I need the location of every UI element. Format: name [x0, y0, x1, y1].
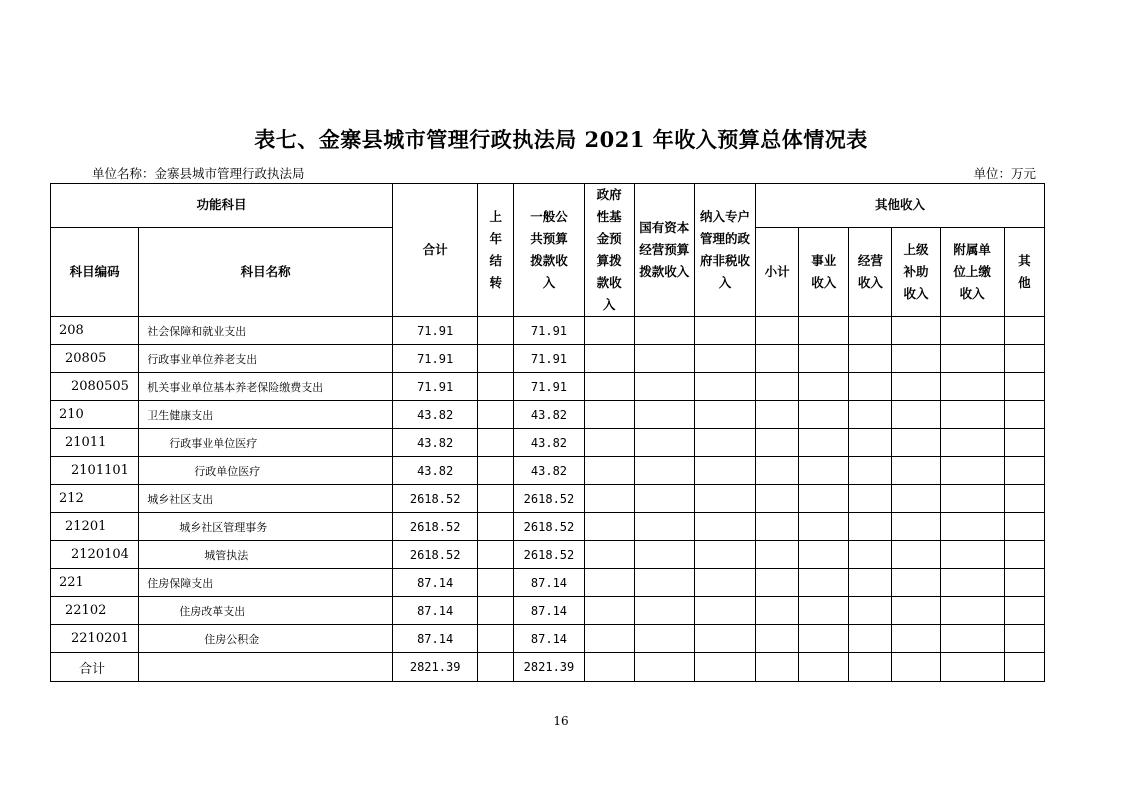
carryover-cell — [478, 597, 514, 625]
subject-code-cell: 212 — [51, 485, 139, 513]
empty-cell — [756, 653, 799, 682]
empty-cell — [1004, 541, 1044, 569]
empty-cell — [1004, 597, 1044, 625]
empty-cell — [849, 429, 892, 457]
general-budget-cell: 2618.52 — [514, 513, 584, 541]
empty-cell — [799, 457, 849, 485]
subject-name-cell: 行政事业单位养老支出 — [139, 345, 393, 373]
total-cell: 71.91 — [393, 345, 478, 373]
subject-name-cell: 机关事业单位基本养老保险缴费支出 — [139, 373, 393, 401]
empty-cell — [694, 541, 755, 569]
carryover-cell — [478, 457, 514, 485]
total-cell: 71.91 — [393, 317, 478, 345]
general-budget-cell: 43.82 — [514, 429, 584, 457]
empty-cell — [849, 541, 892, 569]
empty-cell — [892, 569, 940, 597]
subtotal-header: 小计 — [756, 227, 799, 316]
empty-cell — [584, 457, 634, 485]
empty-cell — [584, 429, 634, 457]
empty-cell — [1004, 457, 1044, 485]
total-cell: 43.82 — [393, 429, 478, 457]
table-row — [51, 569, 1045, 597]
empty-cell — [940, 485, 1004, 513]
table-row — [51, 597, 1045, 625]
carryover-cell — [478, 541, 514, 569]
superior-subsidy-header: 上级 补助 收入 — [892, 227, 940, 316]
empty-cell — [1004, 625, 1044, 653]
subject-code-cell: 2120104 — [51, 541, 139, 569]
general-budget-cell: 43.82 — [514, 457, 584, 485]
subject-code-cell: 221 — [51, 569, 139, 597]
subject-name-cell: 住房公积金 — [139, 625, 393, 653]
empty-cell — [634, 429, 694, 457]
empty-cell — [892, 429, 940, 457]
total-cell: 2618.52 — [393, 541, 478, 569]
page-title: 表七、金寨县城市管理行政执法局 2021 年收入预算总体情况表 — [254, 127, 868, 152]
empty-cell — [892, 401, 940, 429]
empty-cell — [799, 401, 849, 429]
subject-name-cell: 住房改革支出 — [139, 597, 393, 625]
subject-code-cell: 2080505 — [51, 373, 139, 401]
table-row — [51, 317, 1045, 345]
empty-cell — [634, 457, 694, 485]
empty-cell — [892, 345, 940, 373]
empty-cell — [584, 625, 634, 653]
empty-cell — [799, 485, 849, 513]
total-cell: 87.14 — [393, 625, 478, 653]
empty-cell — [694, 457, 755, 485]
empty-cell — [634, 541, 694, 569]
empty-cell — [849, 401, 892, 429]
empty-cell — [694, 401, 755, 429]
empty-cell — [1004, 373, 1044, 401]
empty-cell — [756, 513, 799, 541]
empty-cell — [584, 373, 634, 401]
empty-cell — [634, 317, 694, 345]
empty-cell — [799, 569, 849, 597]
empty-cell — [756, 457, 799, 485]
empty-cell — [756, 345, 799, 373]
empty-cell — [940, 373, 1004, 401]
total-cell: 2618.52 — [393, 513, 478, 541]
budget-table — [50, 183, 1045, 682]
empty-cell — [584, 401, 634, 429]
empty-cell — [1004, 317, 1044, 345]
empty-cell — [849, 345, 892, 373]
total-cell: 87.14 — [393, 569, 478, 597]
empty-cell — [892, 625, 940, 653]
other-income-header: 其他收入 — [756, 184, 1045, 228]
empty-cell — [940, 625, 1004, 653]
total-header: 合计 — [393, 184, 478, 317]
empty-cell — [694, 429, 755, 457]
empty-cell — [892, 541, 940, 569]
operating-income-header: 经营 收入 — [849, 227, 892, 316]
empty-cell — [756, 597, 799, 625]
empty-cell — [694, 569, 755, 597]
total-row-general: 2821.39 — [514, 653, 584, 682]
empty-cell — [849, 625, 892, 653]
table-row — [51, 541, 1045, 569]
total-cell: 43.82 — [393, 401, 478, 429]
empty-cell — [940, 317, 1004, 345]
empty-cell — [756, 569, 799, 597]
func-subject-header: 功能科目 — [51, 184, 393, 228]
empty-cell — [940, 513, 1004, 541]
table-row — [51, 345, 1045, 373]
empty-cell — [634, 597, 694, 625]
subject-code-cell: 2101101 — [51, 457, 139, 485]
subject-name-cell: 行政事业单位医疗 — [139, 429, 393, 457]
empty-cell — [849, 485, 892, 513]
empty-cell — [849, 457, 892, 485]
empty-cell — [634, 653, 694, 682]
empty-cell — [1004, 513, 1044, 541]
subject-name-cell: 城管执法 — [139, 541, 393, 569]
carryover-cell — [478, 625, 514, 653]
empty-cell — [1004, 485, 1044, 513]
empty-cell — [694, 317, 755, 345]
empty-cell — [694, 625, 755, 653]
table-row — [51, 625, 1045, 653]
business-income-header: 事业 收入 — [799, 227, 849, 316]
carryover-header: 上 年 结 转 — [478, 184, 514, 317]
empty-cell — [694, 485, 755, 513]
subject-code-cell: 20805 — [51, 345, 139, 373]
affiliated-income-header: 附属单 位上缴 收入 — [940, 227, 1004, 316]
empty-cell — [1004, 569, 1044, 597]
empty-cell — [849, 317, 892, 345]
subject-code-cell: 210 — [51, 401, 139, 429]
empty-cell — [940, 429, 1004, 457]
empty-cell — [849, 597, 892, 625]
empty-cell — [694, 345, 755, 373]
empty-cell — [799, 597, 849, 625]
page-number: 16 — [553, 714, 569, 728]
empty-cell — [694, 653, 755, 682]
table-row — [51, 401, 1045, 429]
empty-cell — [892, 653, 940, 682]
carryover-cell — [478, 429, 514, 457]
empty-cell — [756, 317, 799, 345]
empty-cell — [756, 625, 799, 653]
empty-cell — [799, 625, 849, 653]
carryover-cell — [478, 513, 514, 541]
special-fiscal-header: 纳入专户 管理的政 府非税收 入 — [694, 184, 755, 317]
empty-cell — [799, 373, 849, 401]
empty-cell — [694, 513, 755, 541]
total-cell: 2618.52 — [393, 485, 478, 513]
table-row — [51, 485, 1045, 513]
subject-code-cell: 21201 — [51, 513, 139, 541]
carryover-cell — [478, 373, 514, 401]
empty-cell — [849, 569, 892, 597]
subject-name-cell: 卫生健康支出 — [139, 401, 393, 429]
subject-code-cell: 2210201 — [51, 625, 139, 653]
subject-name-cell: 城乡社区管理事务 — [139, 513, 393, 541]
empty-cell — [694, 597, 755, 625]
empty-cell — [849, 513, 892, 541]
empty-cell — [634, 569, 694, 597]
empty-cell — [940, 345, 1004, 373]
empty-cell — [940, 653, 1004, 682]
empty-cell — [892, 485, 940, 513]
empty-cell — [940, 401, 1004, 429]
empty-cell — [584, 513, 634, 541]
total-cell: 87.14 — [393, 597, 478, 625]
total-row-label: 合计 — [51, 653, 139, 682]
general-budget-cell: 71.91 — [514, 317, 584, 345]
general-budget-cell: 87.14 — [514, 625, 584, 653]
empty-cell — [756, 429, 799, 457]
total-row-total: 2821.39 — [393, 653, 478, 682]
empty-cell — [584, 317, 634, 345]
empty-cell — [940, 597, 1004, 625]
empty-cell — [1004, 345, 1044, 373]
unit-name-label: 单位名称：金寨县城市管理行政执法局 — [92, 166, 305, 181]
empty-cell — [584, 569, 634, 597]
empty-cell — [478, 653, 514, 682]
general-budget-cell: 43.82 — [514, 401, 584, 429]
empty-cell — [139, 653, 393, 682]
subject-code-header: 科目编码 — [51, 227, 139, 316]
table-row — [51, 513, 1045, 541]
carryover-cell — [478, 485, 514, 513]
empty-cell — [694, 373, 755, 401]
empty-cell — [892, 457, 940, 485]
empty-cell — [634, 345, 694, 373]
subject-name-cell: 住房保障支出 — [139, 569, 393, 597]
general-budget-header: 一般公 共预算 拨款收 入 — [514, 184, 584, 317]
empty-cell — [634, 513, 694, 541]
empty-cell — [892, 317, 940, 345]
empty-cell — [756, 401, 799, 429]
empty-cell — [799, 429, 849, 457]
subject-code-cell: 21011 — [51, 429, 139, 457]
empty-cell — [940, 541, 1004, 569]
empty-cell — [940, 457, 1004, 485]
empty-cell — [1004, 401, 1044, 429]
table-row — [51, 457, 1045, 485]
empty-cell — [940, 569, 1004, 597]
carryover-cell — [478, 345, 514, 373]
empty-cell — [634, 485, 694, 513]
empty-cell — [799, 653, 849, 682]
carryover-cell — [478, 317, 514, 345]
general-budget-cell: 71.91 — [514, 373, 584, 401]
general-budget-cell: 87.14 — [514, 597, 584, 625]
total-cell: 71.91 — [393, 373, 478, 401]
subject-code-cell: 22102 — [51, 597, 139, 625]
state-capital-header: 国有资本 经营预算 拨款收入 — [634, 184, 694, 317]
total-cell: 43.82 — [393, 457, 478, 485]
empty-cell — [584, 485, 634, 513]
empty-cell — [849, 373, 892, 401]
general-budget-cell: 2618.52 — [514, 541, 584, 569]
gov-fund-header: 政府 性基 金预 算拨 款收 入 — [584, 184, 634, 317]
empty-cell — [799, 345, 849, 373]
empty-cell — [634, 625, 694, 653]
empty-cell — [799, 513, 849, 541]
empty-cell — [634, 373, 694, 401]
empty-cell — [584, 345, 634, 373]
empty-cell — [584, 541, 634, 569]
subject-name-cell: 社会保障和就业支出 — [139, 317, 393, 345]
total-row — [51, 653, 1045, 682]
table-row — [51, 373, 1045, 401]
empty-cell — [756, 485, 799, 513]
table-row — [51, 429, 1045, 457]
subject-name-header: 科目名称 — [139, 227, 393, 316]
empty-cell — [756, 373, 799, 401]
empty-cell — [584, 597, 634, 625]
unit-label: 单位：万元 — [973, 166, 1036, 181]
empty-cell — [892, 597, 940, 625]
empty-cell — [634, 401, 694, 429]
empty-cell — [1004, 653, 1044, 682]
other-header: 其 他 — [1004, 227, 1044, 316]
carryover-cell — [478, 569, 514, 597]
carryover-cell — [478, 401, 514, 429]
subject-code-cell: 208 — [51, 317, 139, 345]
empty-cell — [1004, 429, 1044, 457]
empty-cell — [584, 653, 634, 682]
empty-cell — [756, 541, 799, 569]
general-budget-cell: 87.14 — [514, 569, 584, 597]
empty-cell — [799, 541, 849, 569]
subject-name-cell: 行政单位医疗 — [139, 457, 393, 485]
empty-cell — [799, 317, 849, 345]
general-budget-cell: 71.91 — [514, 345, 584, 373]
subject-name-cell: 城乡社区支出 — [139, 485, 393, 513]
empty-cell — [849, 653, 892, 682]
empty-cell — [892, 513, 940, 541]
general-budget-cell: 2618.52 — [514, 485, 584, 513]
empty-cell — [892, 373, 940, 401]
